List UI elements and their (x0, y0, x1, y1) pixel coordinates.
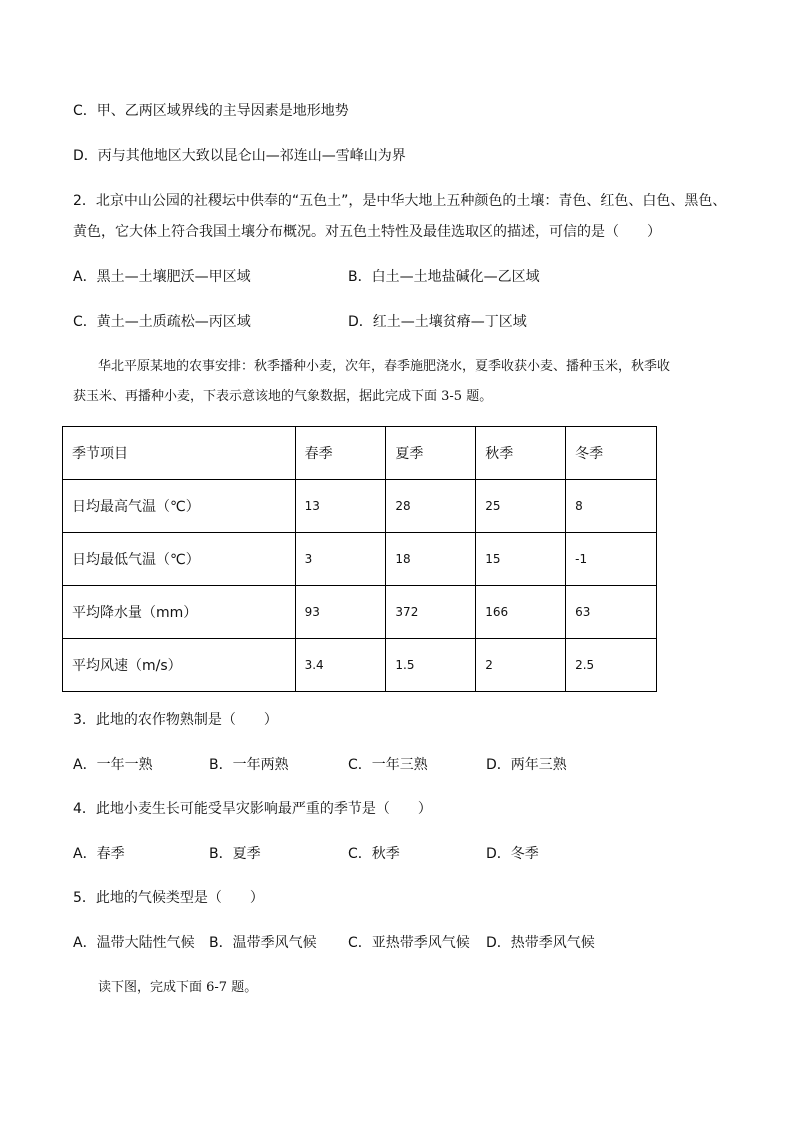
table-cell: 93 (295, 586, 386, 639)
q2-stem-line1: 2．北京中山公园的社稷坛中供奉的“五色土”，是中华大地上五种颜色的土壤：青色、红色、白色、黑色、 (73, 193, 727, 209)
q5-option-c: C．亚热带季风气候 (348, 935, 470, 951)
q2-option-c: C．黄土—土质疏松—丙区域 (73, 314, 251, 330)
table-cell: 8 (566, 480, 657, 533)
q3-option-a: A．一年一熟 (73, 757, 153, 773)
table-cell: 63 (566, 586, 657, 639)
table-cell: 18 (386, 533, 476, 586)
table-cell: 2.5 (566, 639, 657, 692)
table-row-label: 平均降水量（mm） (63, 586, 296, 639)
intro-3-5-line1: 华北平原某地的农事安排：秋季播种小麦，次年，春季施肥浇水，夏季收获小麦、播种玉米，秋季收 (98, 359, 671, 374)
table-header-cell: 季节项目 (63, 427, 296, 480)
table-header-cell: 秋季 (476, 427, 566, 480)
climate-data-table (62, 426, 657, 692)
table-row (63, 480, 657, 533)
table-row-label: 日均最低气温（℃） (63, 533, 296, 586)
table-cell: -1 (566, 533, 657, 586)
q4-option-b: B．夏季 (209, 846, 261, 862)
table-header-cell: 冬季 (566, 427, 657, 480)
intro-6-7: 读下图，完成下面 6-7 题。 (98, 980, 258, 995)
q4-stem: 4．此地小麦生长可能受旱灾影响最严重的季节是（ ） (73, 801, 432, 817)
table-cell: 2 (476, 639, 566, 692)
q4-option-a: A．春季 (73, 846, 125, 862)
table-header-row (63, 427, 657, 480)
q5-option-b: B．温带季风气候 (209, 935, 317, 951)
table-header-cell: 春季 (295, 427, 386, 480)
q5-option-a: A．温带大陆性气候 (73, 935, 195, 951)
q3-option-b: B．一年两熟 (209, 757, 289, 773)
q5-option-d: D．热带季风气候 (486, 935, 595, 951)
q5-stem: 5．此地的气候类型是（ ） (73, 890, 264, 906)
table-row-label: 平均风速（m/s） (63, 639, 296, 692)
table-cell: 28 (386, 480, 476, 533)
q2-option-b: B．白土—土地盐碱化—乙区域 (348, 269, 540, 285)
q3-option-d: D．两年三熟 (486, 757, 567, 773)
q1-option-c: C．甲、乙两区域界线的主导因素是地形地势 (73, 103, 349, 119)
table-row (63, 639, 657, 692)
q3-option-c: C．一年三熟 (348, 757, 428, 773)
table-cell: 15 (476, 533, 566, 586)
table-header-cell: 夏季 (386, 427, 476, 480)
table-cell: 3.4 (295, 639, 386, 692)
table-cell: 1.5 (386, 639, 476, 692)
q2-option-a: A．黑土—土壤肥沃—甲区域 (73, 269, 251, 285)
intro-3-5-line2: 获玉米、再播种小麦，下表示意该地的气象数据，据此完成下面 3-5 题。 (73, 389, 493, 404)
q1-option-d: D．丙与其他地区大致以昆仑山—祁连山—雪峰山为界 (73, 148, 406, 164)
q2-stem-line2: 黄色，它大体上符合我国土壤分布概况。对五色土特性及最佳选取区的描述，可信的是（ ） (73, 224, 661, 240)
q3-stem: 3．此地的农作物熟制是（ ） (73, 712, 278, 728)
q4-option-c: C．秋季 (348, 846, 400, 862)
table-cell: 3 (295, 533, 386, 586)
table-cell: 166 (476, 586, 566, 639)
q4-option-d: D．冬季 (486, 846, 539, 862)
table-row (63, 533, 657, 586)
table-row (63, 586, 657, 639)
table-row-label: 日均最高气温（℃） (63, 480, 296, 533)
q2-option-d: D．红土—土壤贫瘠—丁区域 (348, 314, 527, 330)
table-cell: 13 (295, 480, 386, 533)
table-cell: 372 (386, 586, 476, 639)
table-cell: 25 (476, 480, 566, 533)
